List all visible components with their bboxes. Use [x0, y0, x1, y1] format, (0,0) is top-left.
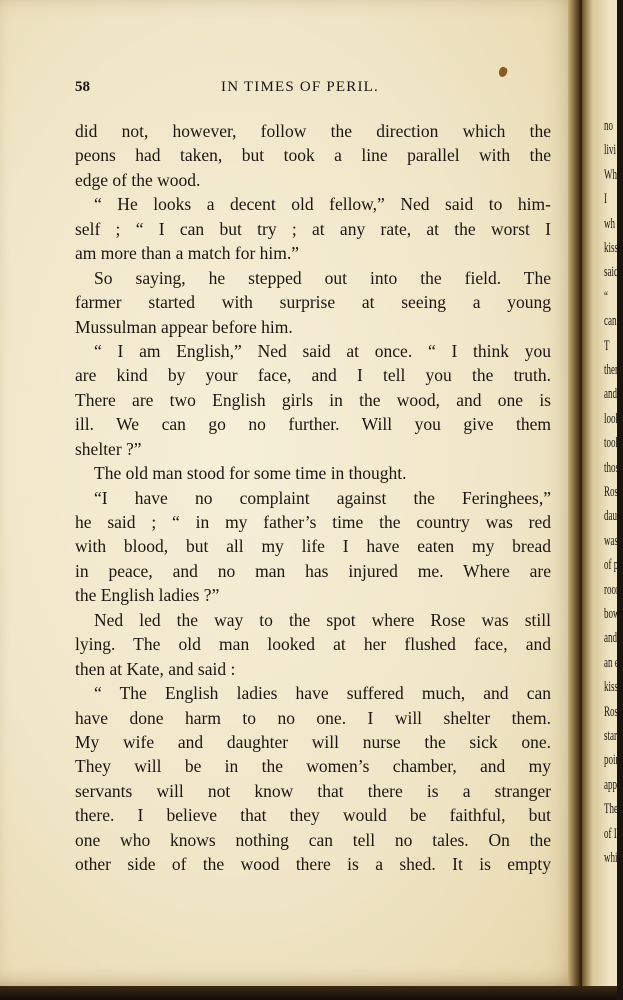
facing-page-fragment: an e — [604, 654, 619, 671]
text-line: servants will not know that there is a stranger — [75, 780, 551, 801]
facing-page-fragment: of I — [604, 825, 617, 842]
text-line: there. I believe that they would be faithful, but — [75, 805, 551, 826]
facing-page-fragment: ther — [604, 362, 618, 378]
text-line: he said ; “ in my father’s time the country was red — [75, 512, 551, 532]
text-line: lying. The old man looked at her flushed face, and — [75, 634, 551, 655]
text-line: ill. We can go no further. Will you give them — [75, 414, 551, 435]
text-line: are kind by your face, and I tell you the truth. — [75, 365, 551, 386]
facing-page-sliver — [582, 0, 623, 988]
facing-page-fragment: was — [604, 532, 618, 549]
body-text — [75, 119, 551, 877]
facing-page-fragment: Rose — [604, 484, 622, 500]
text-line: the English ladies ?” — [75, 585, 220, 606]
facing-page-fragment: Rose — [604, 703, 622, 720]
facing-page-fragment: The — [604, 801, 618, 818]
text-line: “ He looks a decent old fellow,” Ned said to him- — [94, 194, 551, 215]
text-line: So saying, he stepped out into the field. The — [94, 267, 551, 288]
running-head: IN TIMES OF PERIL. — [221, 79, 379, 95]
facing-page-fragment: kiss — [604, 679, 619, 696]
text-line: “I have no complaint against the Feringhees,” — [94, 487, 551, 508]
facing-page-fragment: of pi — [604, 557, 621, 574]
facing-page-fragment: can — [604, 313, 617, 330]
text-line: There are two English girls in the wood, and one is — [75, 389, 551, 410]
page-gutter-shadow — [568, 0, 582, 988]
text-line: Mussulman appear before him. — [75, 316, 293, 337]
facing-page-fragment: bowl — [604, 606, 622, 622]
text-line: The old man stood for some time in thought. — [94, 463, 407, 484]
text-line: other side of the wood there is a shed. It is empty — [75, 854, 551, 875]
text-line: am more than a match for him.” — [75, 243, 300, 264]
facing-page-fragment: said — [604, 264, 619, 281]
page-bottom-edge — [0, 986, 617, 1000]
text-line: with blood, but all my life I have eaten my bread — [75, 536, 551, 557]
facing-page-fragment: poin — [604, 752, 621, 769]
facing-page-fragment: thos — [604, 459, 620, 476]
facing-page-fragment: start — [604, 728, 620, 744]
text-line: shelter ?” — [75, 438, 142, 459]
page-header — [75, 79, 553, 101]
text-line: did not, however, follow the direction which the — [75, 121, 551, 141]
text-line: “ I am English,” Ned said at once. “ I think you — [94, 340, 551, 361]
text-line: My wife and daughter will nurse the sick one. — [75, 731, 551, 752]
text-line: “ The English ladies have suffered much, and can — [94, 683, 551, 704]
facing-page-fragment: “ — [604, 288, 609, 305]
facing-page-fragment: and — [604, 386, 618, 403]
facing-page-fragment: T — [604, 337, 610, 354]
text-line: then at Kate, and said : — [75, 658, 236, 679]
text-line: farmer started with surprise at seeing a young — [75, 292, 551, 313]
facing-page-fragment: appa — [604, 776, 621, 793]
text-line: peons had taken, but took a line parallel with the — [75, 145, 551, 166]
facing-page-fragment: took — [604, 435, 621, 452]
text-line: have done harm to no one. I will shelter them. — [75, 707, 551, 728]
facing-page-fragment: wh — [604, 215, 616, 232]
text-line: self ; “ I can but try ; at any rate, at the worst I — [75, 218, 551, 239]
facing-page-fragment: no — [604, 118, 613, 134]
facing-page-fragment: daug — [604, 508, 622, 525]
text-line: one who knows nothing can tell no tales. On the — [75, 829, 551, 850]
text-line: Ned led the way to the spot where Rose was still — [94, 609, 551, 630]
page-number: 58 — [75, 79, 90, 95]
facing-page-fragment: I — [604, 191, 607, 208]
facing-page-fragment: Wh — [604, 166, 618, 183]
facing-page-fragment: livi — [604, 142, 617, 159]
facing-page-fragment: room — [604, 581, 623, 598]
facing-page-fragment: kiss — [604, 240, 619, 256]
text-line: edge of the wood. — [75, 169, 201, 190]
facing-page-fragment: whic — [604, 850, 622, 866]
facing-page-fragment: and — [604, 630, 618, 647]
facing-page-fragment: look — [604, 410, 621, 427]
text-line: in peace, and no man has injured me. Where are — [75, 560, 551, 581]
text-line: They will be in the women’s chamber, and my — [75, 756, 551, 777]
